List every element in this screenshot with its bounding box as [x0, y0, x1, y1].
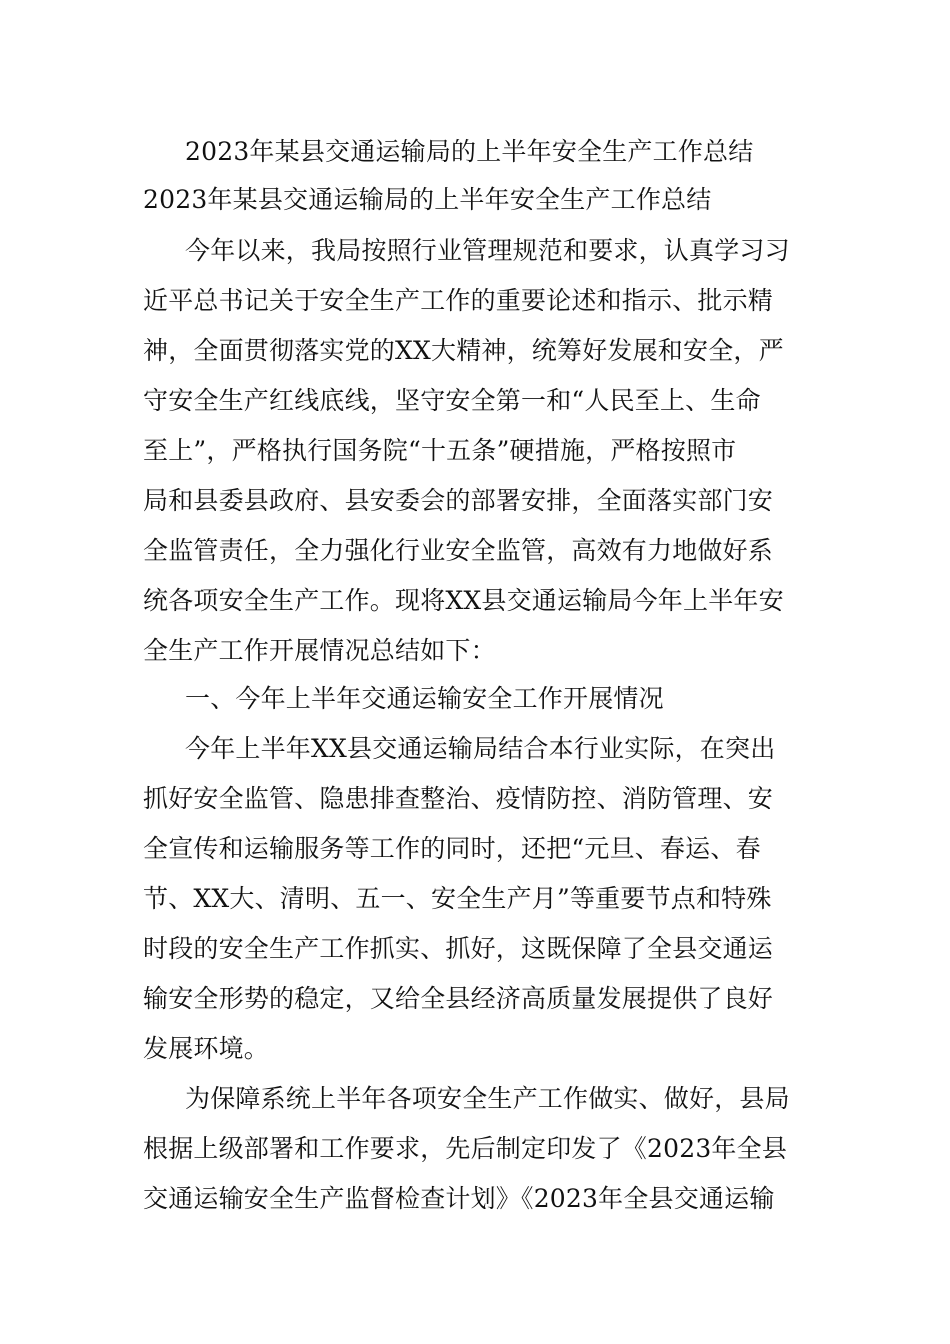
paragraph-1-line: 今年以来，我局按照行业管理规范和要求，认真学习习 — [185, 236, 790, 265]
paragraph-1-line: 统各项安全生产工作。现将XX县交通运输局今年上半年安 — [143, 586, 784, 615]
paragraph-1-line: 全生产工作开展情况总结如下： — [143, 636, 496, 665]
paragraph-3-line: 根据上级部署和工作要求，先后制定印发了《2023年全县 — [143, 1134, 788, 1163]
paragraph-2-line: 输安全形势的稳定，又给全县经济高质量发展提供了良好 — [143, 984, 774, 1013]
paragraph-1-line: 守安全生产红线底线，坚守安全第一和“人民至上、生命 — [143, 386, 761, 415]
paragraph-2-line: 发展环境。 — [143, 1034, 270, 1063]
paragraph-2-line: 时段的安全生产工作抓实、抓好，这既保障了全县交通运 — [143, 934, 774, 963]
paragraph-3-line: 为保障系统上半年各项安全生产工作做实、做好，县局 — [185, 1084, 790, 1113]
paragraph-2-line: 今年上半年XX县交通运输局结合本行业实际，在突出 — [185, 734, 776, 763]
paragraph-1-line: 至上”，严格执行国务院“十五条”硬措施，严格按照市 — [143, 436, 737, 465]
paragraph-3-line: 交通运输安全生产监督检查计划》《2023年全县交通运输 — [143, 1184, 775, 1213]
paragraph-1-line: 局和县委县政府、县安委会的部署安排，全面落实部门安 — [143, 486, 774, 515]
document-title: 2023年某县交通运输局的上半年安全生产工作总结 — [185, 137, 754, 166]
paragraph-1-line: 近平总书记关于安全生产工作的重要论述和指示、批示精 — [143, 286, 774, 315]
paragraph-1-line: 全监管责任，全力强化行业安全监管，高效有力地做好系 — [143, 536, 774, 565]
paragraph-2-line: 全宣传和运输服务等工作的同时，还把“元旦、春运、春 — [143, 834, 761, 863]
paragraph-2-line: 抓好安全监管、隐患排查整治、疫情防控、消防管理、安 — [143, 784, 774, 813]
document-subtitle: 2023年某县交通运输局的上半年安全生产工作总结 — [143, 185, 712, 214]
section-heading: 一、今年上半年交通运输安全工作开展情况 — [185, 684, 664, 713]
paragraph-1-line: 神，全面贯彻落实党的XX大精神，统筹好发展和安全，严 — [143, 336, 784, 365]
paragraph-2-line: 节、XX大、清明、五一、安全生产月”等重要节点和特殊 — [143, 884, 772, 913]
